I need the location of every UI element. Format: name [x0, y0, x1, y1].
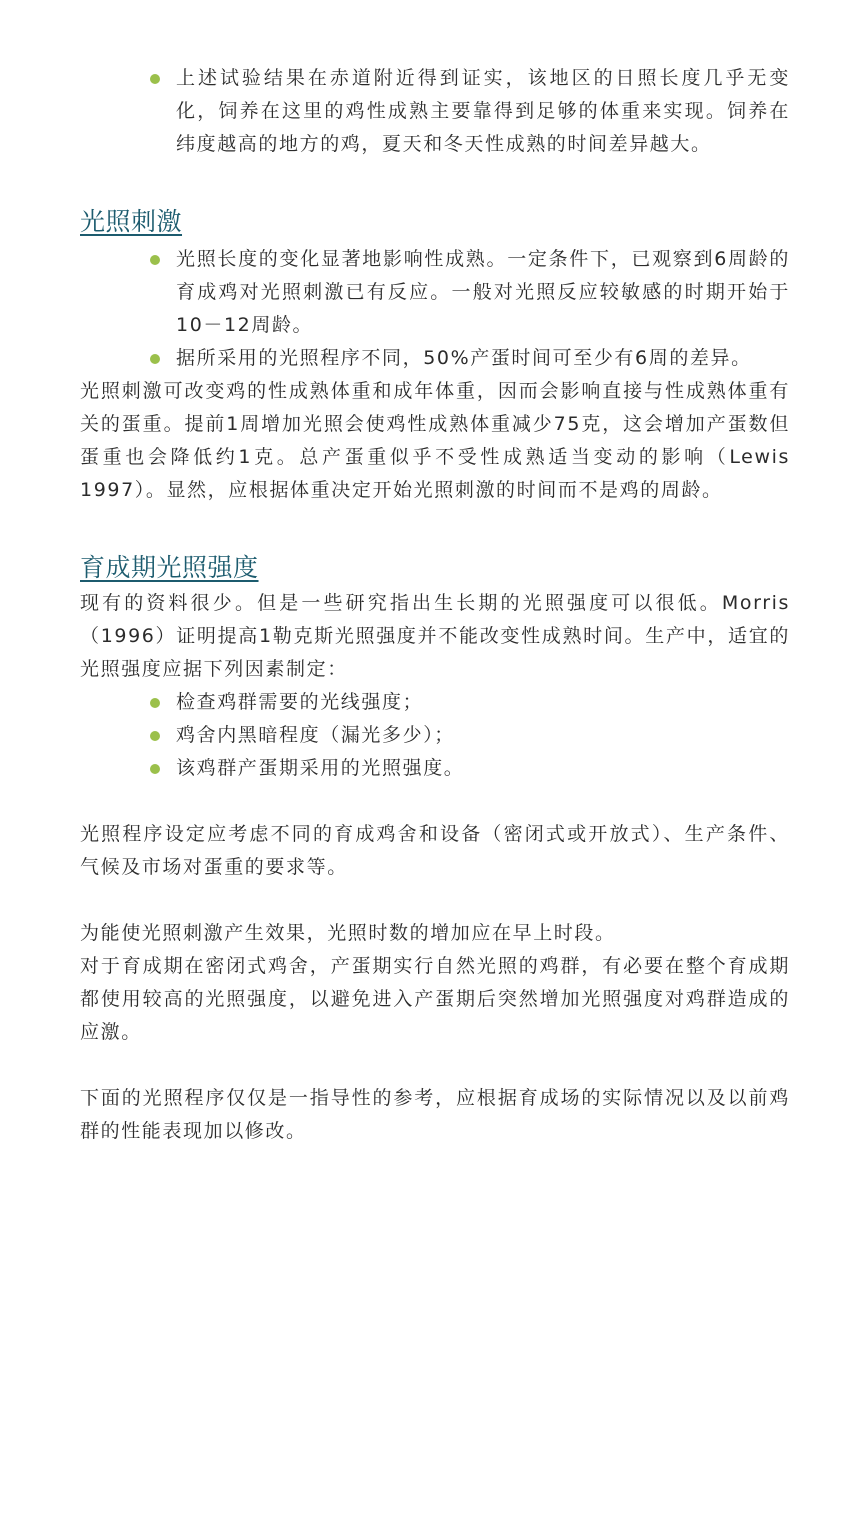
bullet-text: 光照长度的变化显著地影响性成熟。一定条件下，已观察到6周龄的育成鸡对光照刺激已有反应。一般对光照反应较敏感的时期开始于10－12周龄。 — [176, 248, 790, 336]
section2-bullet-list — [80, 686, 790, 785]
morning-increase-paragraph: 为能使光照刺激产生效果，光照时数的增加应在早上时段。 — [80, 922, 616, 944]
list-item — [176, 752, 790, 785]
list-item — [176, 342, 790, 375]
bullet-dot-icon — [150, 764, 160, 774]
section-heading-rearing-light-intensity: 育成期光照强度 — [80, 553, 259, 582]
bullet-dot-icon — [150, 354, 160, 364]
list-item — [176, 686, 790, 719]
section-heading-light-stimulation: 光照刺激 — [80, 207, 183, 236]
reference-program-paragraph: 下面的光照程序仅仅是一指导性的参考，应根据育成场的实际情况以及以前鸡群的性能表现加以修改。 — [80, 1087, 790, 1142]
bullet-text: 该鸡群产蛋期采用的光照强度。 — [176, 757, 465, 779]
bullet-dot-icon — [150, 698, 160, 708]
intro-bullet-list — [80, 62, 790, 161]
bullet-text: 据所采用的光照程序不同，50%产蛋时间可至少有6周的差异。 — [176, 347, 752, 369]
section1-paragraph: 光照刺激可改变鸡的性成熟体重和成年体重，因而会影响直接与性成熟体重有关的蛋重。提前1周增加光照会使鸡性成熟体重减少75克，这会增加产蛋数但蛋重也会降低约1克。总产蛋重似乎不受性成熟适当变动的影响（Lewis 1997）。显然，应根据体重决定开始光照刺激的时间而不是鸡的周龄。 — [80, 380, 790, 501]
list-item — [176, 62, 790, 161]
document-page — [80, 62, 790, 1148]
bullet-dot-icon — [150, 731, 160, 741]
bullet-text: 上述试验结果在赤道附近得到证实，该地区的日照长度几乎无变化，饲养在这里的鸡性成熟主要靠得到足够的体重来实现。饲养在纬度越高的地方的鸡，夏天和冬天性成熟的时间差异越大。 — [176, 67, 790, 155]
bullet-text: 检查鸡群需要的光线强度； — [176, 691, 424, 713]
bullet-dot-icon — [150, 74, 160, 84]
bullet-text: 鸡舍内黑暗程度（漏光多少）； — [176, 724, 455, 746]
lighting-program-paragraph: 光照程序设定应考虑不同的育成鸡舍和设备（密闭式或开放式）、生产条件、气候及市场对蛋重的要求等。 — [80, 823, 790, 878]
list-item — [176, 243, 790, 342]
closed-house-paragraph: 对于育成期在密闭式鸡舍，产蛋期实行自然光照的鸡群，有必要在整个育成期都使用较高的光照强度，以避免进入产蛋期后突然增加光照强度对鸡群造成的应激。 — [80, 955, 790, 1043]
bullet-dot-icon — [150, 255, 160, 265]
list-item — [176, 719, 790, 752]
section2-paragraph: 现有的资料很少。但是一些研究指出生长期的光照强度可以很低。Morris（1996）证明提高1勒克斯光照强度并不能改变性成熟时间。生产中，适宜的光照强度应据下列因素制定： — [80, 592, 790, 680]
section1-bullet-list — [80, 243, 790, 375]
